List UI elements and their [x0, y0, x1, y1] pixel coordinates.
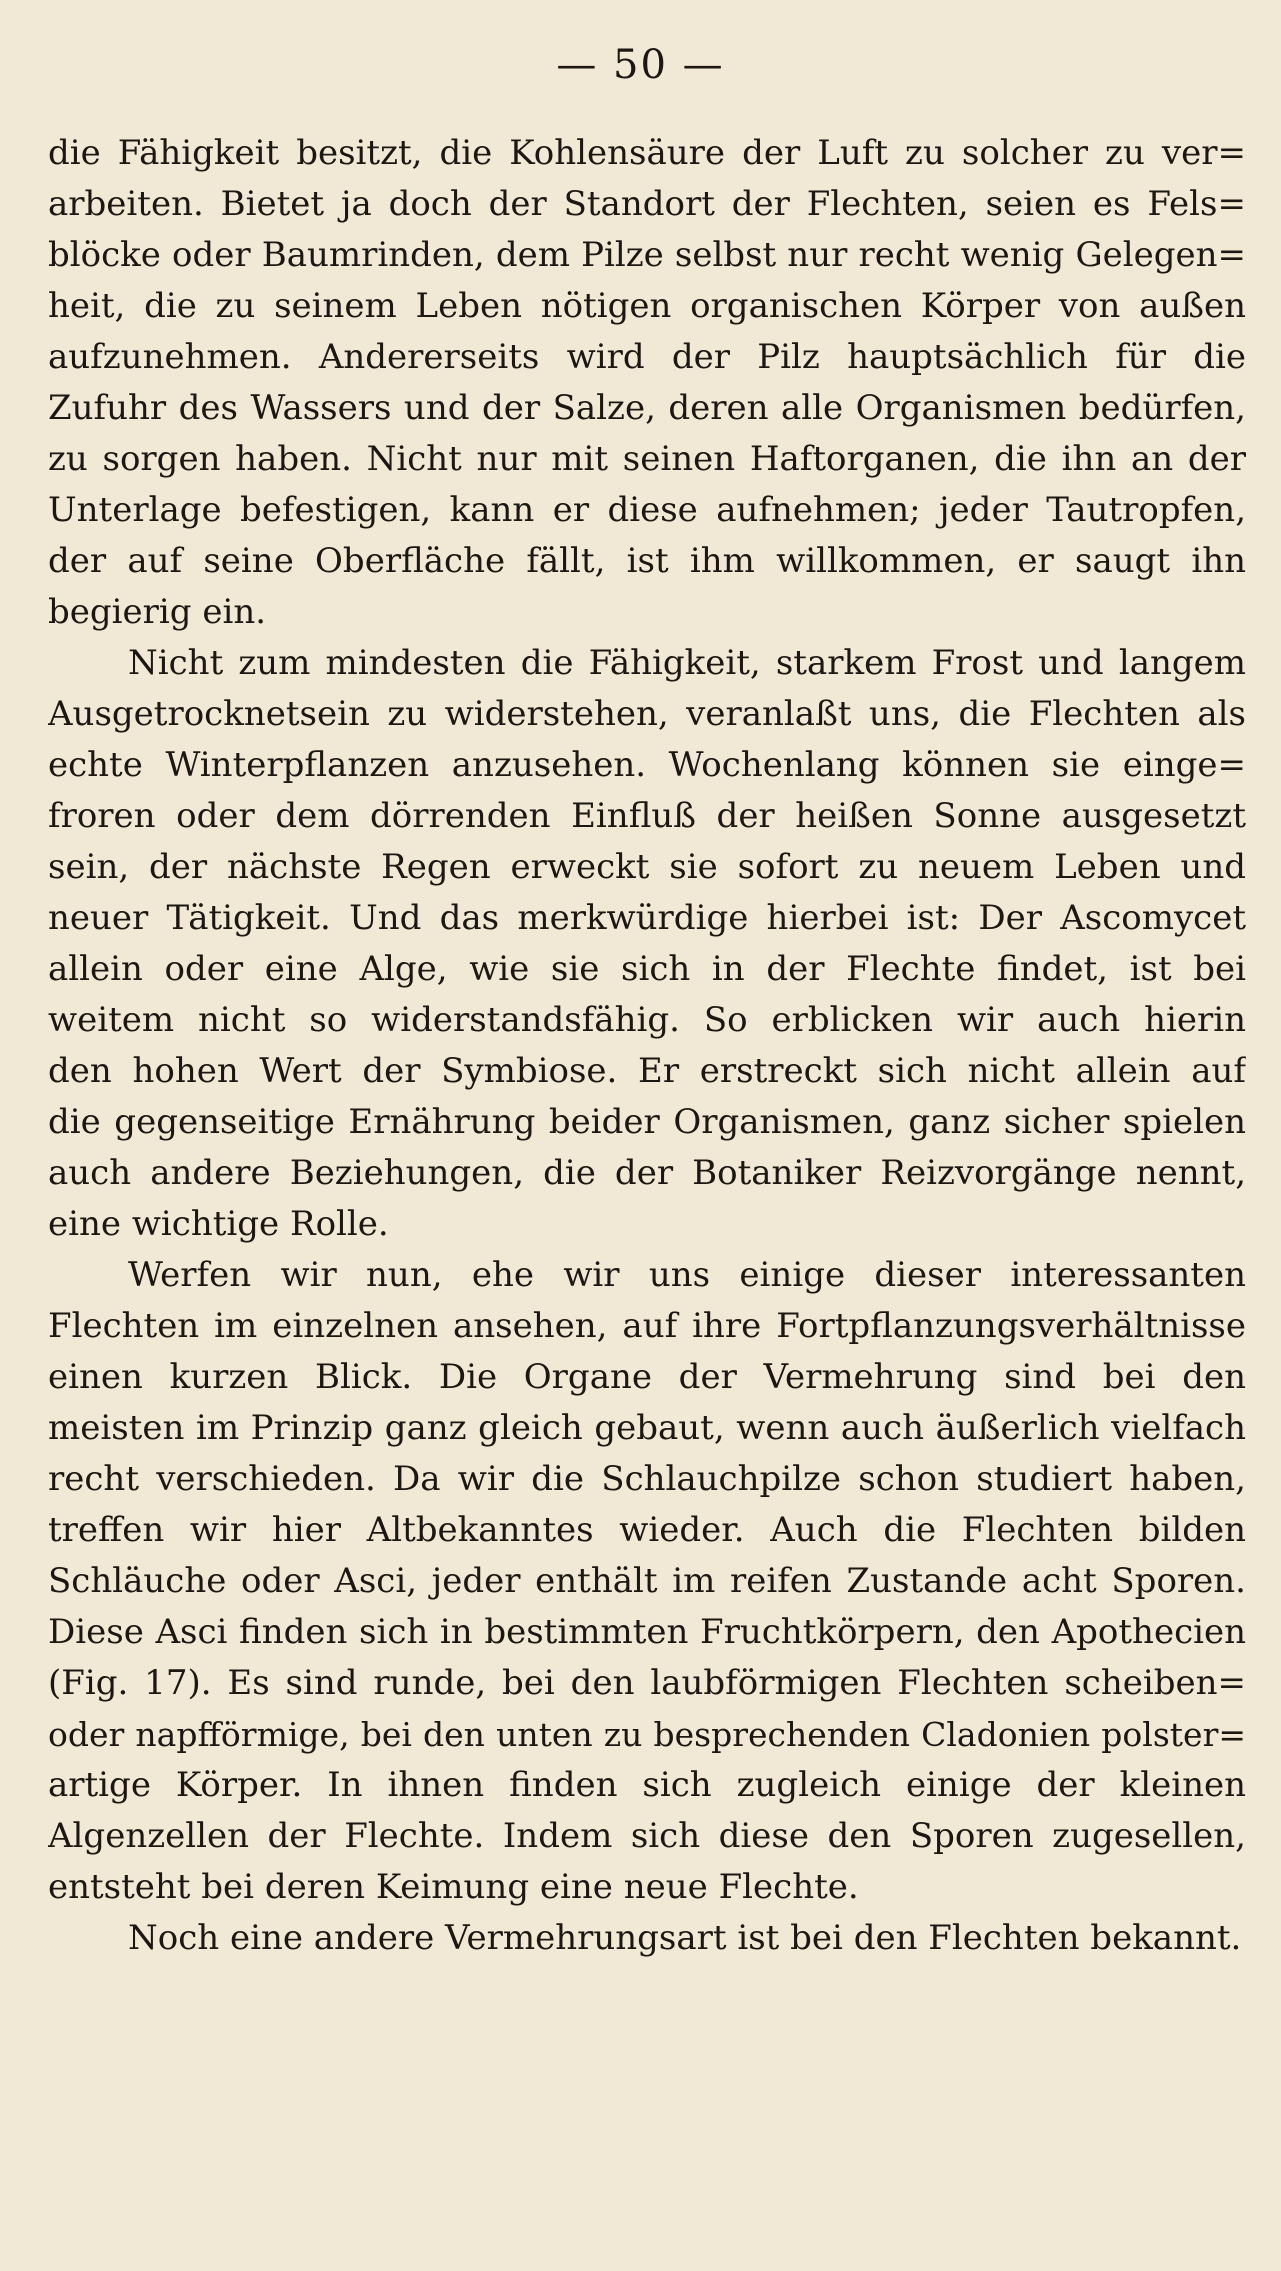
text-line: auch andere Beziehungen, die der Botaniker Reizvorgänge nennt,: [48, 1153, 1246, 1193]
text-line: allein oder eine Alge, wie sie sich in der Flechte findet, ist bei: [48, 949, 1246, 989]
text-line: Schläuche oder Asci, jeder enthält im reifen Zustande acht Sporen.: [48, 1561, 1246, 1601]
text-line: der auf seine Oberfläche fällt, ist ihm willkommen, er saugt ihn: [48, 541, 1246, 581]
text-line: treffen wir hier Altbekanntes wieder. Auch die Flechten bilden: [48, 1510, 1246, 1550]
text-line: den hohen Wert der Symbiose. Er erstreckt sich nicht allein auf: [48, 1051, 1246, 1091]
text-line: recht verschieden. Da wir die Schlauchpilze schon studiert haben,: [48, 1459, 1246, 1499]
text-line: einen kurzen Blick. Die Organe der Vermehrung sind bei den: [48, 1357, 1246, 1397]
text-line: Ausgetrocknetsein zu widerstehen, veranlaßt uns, die Flechten als: [48, 694, 1246, 734]
text-line: begierig ein.: [48, 592, 267, 632]
text-line: neuer Tätigkeit. Und das merkwürdige hierbei ist: Der Ascomycet: [48, 898, 1246, 938]
text-line: Unterlage befestigen, kann er diese aufnehmen; jeder Tautropfen,: [48, 490, 1246, 530]
text-line: (Fig. 17). Es sind runde, bei den laubförmigen Flechten scheiben=: [48, 1663, 1246, 1703]
text-line: echte Winterpflanzen anzusehen. Wochenlang können sie einge=: [48, 745, 1246, 785]
text-line: Werfen wir nun, ehe wir uns einige dieser interessanten: [128, 1255, 1246, 1295]
text-line: Algenzellen der Flechte. Indem sich diese den Sporen zugesellen,: [48, 1816, 1246, 1856]
text-line: eine wichtige Rolle.: [48, 1204, 389, 1244]
text-line: Flechten im einzelnen ansehen, auf ihre Fortpflanzungsverhältnisse: [48, 1306, 1246, 1346]
text-line: Nicht zum mindesten die Fähigkeit, starkem Frost und langem: [128, 643, 1246, 683]
text-line: entsteht bei deren Keimung eine neue Flechte.: [48, 1867, 859, 1907]
page-number: — 50 —: [556, 42, 725, 88]
text-line: Zufuhr des Wassers und der Salze, deren alle Organismen bedürfen,: [48, 388, 1246, 428]
text-line: meisten im Prinzip ganz gleich gebaut, wenn auch äußerlich vielfach: [48, 1408, 1246, 1448]
text-line: zu sorgen haben. Nicht nur mit seinen Haftorganen, die ihn an der: [48, 439, 1246, 479]
text-line: Diese Asci finden sich in bestimmten Fruchtkörpern, den Apothecien: [48, 1612, 1246, 1652]
text-line: oder napfförmige, bei den unten zu besprechenden Cladonien polster=: [48, 1715, 1246, 1754]
text-line: froren oder dem dörrenden Einfluß der heißen Sonne ausgesetzt: [48, 796, 1246, 836]
text-line: heit, die zu seinem Leben nötigen organischen Körper von außen: [48, 286, 1246, 326]
text-line: arbeiten. Bietet ja doch der Standort der Flechten, seien es Fels=: [48, 184, 1246, 224]
text-line: aufzunehmen. Andererseits wird der Pilz hauptsächlich für die: [48, 337, 1246, 377]
text-line: die gegenseitige Ernährung beider Organismen, ganz sicher spielen: [48, 1102, 1246, 1142]
text-line: Noch eine andere Vermehrungsart ist bei den Flechten bekannt.: [128, 1918, 1242, 1958]
text-line: blöcke oder Baumrinden, dem Pilze selbst nur recht wenig Gelegen=: [48, 235, 1246, 275]
text-line: artige Körper. In ihnen finden sich zugleich einige der kleinen: [48, 1765, 1246, 1805]
text-line: die Fähigkeit besitzt, die Kohlensäure der Luft zu solcher zu ver=: [48, 133, 1246, 173]
text-line: weitem nicht so widerstandsfähig. So erblicken wir auch hierin: [48, 1000, 1246, 1040]
text-line: sein, der nächste Regen erweckt sie sofort zu neuem Leben und: [48, 847, 1246, 887]
body-text: [48, 128, 1246, 1964]
